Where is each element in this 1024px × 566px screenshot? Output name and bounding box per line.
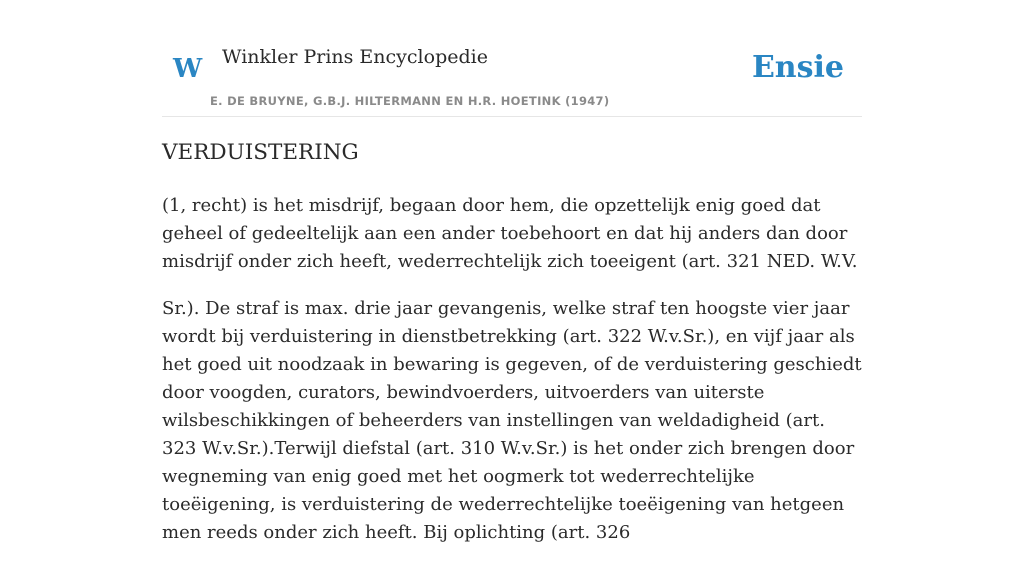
ensie-brand-logo[interactable]: Ensie [751,50,844,85]
source-title-link[interactable]: Winkler Prins Encyclopedie [222,46,488,68]
site-header [162,30,862,117]
source-logo[interactable]: W [173,54,203,84]
article-body [162,192,862,566]
article-title: VERDUISTERING [162,140,359,165]
article-paragraph: Sr.). De straf is max. drie jaar gevangenis, welke straf ten hoogste vier jaar wordt bij verduistering in dienstbetrekking (art. 322 W.v.Sr.), en vijf jaar als het goed uit noodzaak in bewaring is gegeven, of de verduistering geschiedt door voogden, curators, bewindvoerders, uitvoerders van uiterste wilsbeschikkingen of beheerders van instellingen van weldadigheid (art. 323 W.v.Sr.).Terwijl diefstal (art. 310 W.v.Sr.) is het onder zich brengen door wegneming van enig goed met het oogmerk tot wederrechtelijke toeëigening, is verduistering de wederrechtelijke toeëigening van hetgeen men reeds onder zich heeft. Bij oplichting (art. 326 [162,298,862,543]
source-authors: E. DE BRUYNE, G.B.J. HILTERMANN EN H.R. HOETINK (1947) [210,94,610,108]
article-paragraph: (1, recht) is het misdrijf, begaan door hem, die opzettelijk enig goed dat geheel of gedeeltelijk aan een ander toebehoort en dat hij anders dan door misdrijf onder zich heeft, wederrechtelijk zich toeeigent (art. 321 NED. W.V. [162,195,858,272]
